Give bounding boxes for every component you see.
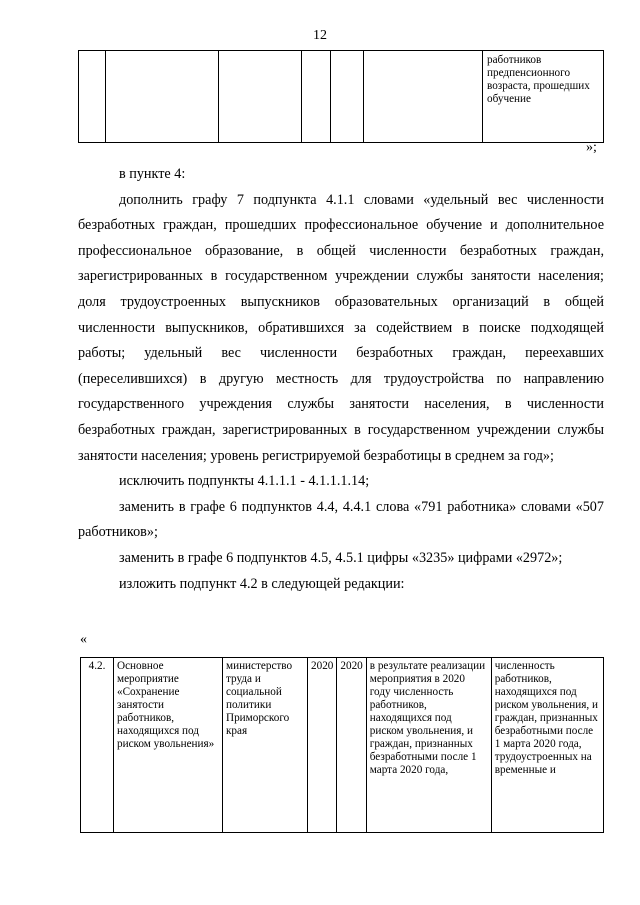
subitem-table	[80, 657, 604, 833]
table-cell	[331, 51, 364, 143]
page-number: 12	[313, 28, 327, 43]
paragraph: заменить в графе 6 подпунктов 4.4, 4.4.1 слова «791 работника» словами «507 работников»;	[78, 498, 604, 541]
paragraph: заменить в графе 6 подпунктов 4.5, 4.5.1 цифры «3235» цифрами «2972»;	[119, 549, 563, 566]
cell-result: в результате реализации мероприятия в 2020 году численность работников, находящихся под риском увольнения, и граждан, признанных безработными после 1 марта 2020 года,	[366, 658, 491, 833]
cell-year-start: 2020	[308, 658, 337, 833]
cell-executor: министерство труда и социальной политики Приморского края	[223, 658, 308, 833]
table-cell	[219, 51, 302, 143]
continued-table	[78, 50, 604, 143]
closing-quote: »;	[586, 140, 597, 155]
table-cell	[302, 51, 331, 143]
paragraph: изложить подпункт 4.2 в следующей редакции:	[119, 575, 405, 592]
paragraph: в пункте 4:	[119, 166, 186, 182]
cell-number: 4.2.	[81, 658, 114, 833]
cell-indicator: численность работников, находящихся под риском увольнения, и граждан, признанных безработными после 1 марта 2020 года, трудоустроенных на временные и	[491, 658, 603, 833]
body-text	[78, 162, 604, 597]
opening-quote: «	[80, 632, 87, 647]
table-cell	[106, 51, 219, 143]
table-row	[81, 658, 604, 833]
table-cell	[79, 51, 106, 143]
cell-event: Основное мероприятие «Сохранение занятости работников, находящихся под риском увольнения»	[114, 658, 223, 833]
table-row	[79, 51, 604, 143]
cell-year-end: 2020	[337, 658, 366, 833]
table-cell-indicator: работников предпенсионного возраста, прошедших обучение	[483, 51, 604, 143]
paragraph: дополнить графу 7 подпункта 4.1.1 словами «удельный вес численности безработных граждан, прошедших профессиональное обучение и дополнительное профессиональное образование, в общей численности безработных граждан, зарегистрированных в государственном учреждении службы занятости населения; доля трудоустроенных выпускников образовательных организаций в общей численности выпускников, обратившихся за содействием в поиске подходящей работы; удельный вес численности безработных граждан, переехавших (переселившихся) в другую местность для трудоустройства по направлению государственного учреждения службы занятости населения, в численности безработных граждан, зарегистрированных в государственном учреждении службы занятости населения; уровень регистрируемой безработицы в среднем за год»;	[78, 191, 604, 464]
paragraph: исключить подпункты 4.1.1.1 - 4.1.1.1.14;	[119, 473, 370, 490]
table-cell	[364, 51, 483, 143]
